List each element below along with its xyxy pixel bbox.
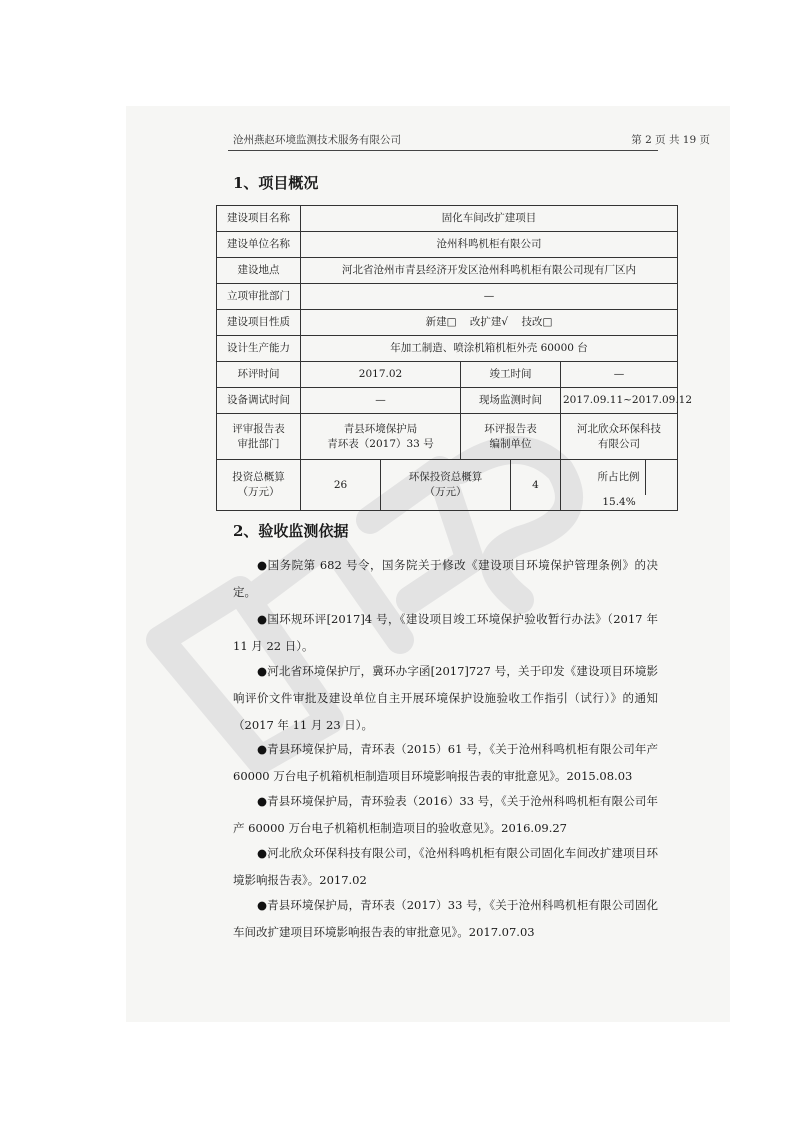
review-label-line2: 审批部门 <box>237 437 280 450</box>
table-row <box>217 362 678 388</box>
row-label: 设备调试时间 <box>217 388 301 414</box>
review-value-line1: 青县环境保护局 <box>343 422 418 435</box>
investment-label-line1: 投资总概算 <box>232 471 285 483</box>
review-value2-line1: 河北欣众环保科技 <box>577 422 662 435</box>
row-label <box>217 414 301 460</box>
basis-paragraph <box>233 840 658 894</box>
ratio-cell <box>561 460 678 511</box>
table-row <box>217 284 678 310</box>
row-value-2: 2017.09.11~2017.09.12 <box>561 388 678 414</box>
basis-paragraph <box>233 892 658 946</box>
row-label: 建设项目性质 <box>217 310 301 336</box>
bullet-icon: ● <box>257 794 268 808</box>
paragraph-text: 国务院第 682 号令，国务院关于修改《建设项目环境保护管理条例》的决定。 <box>233 558 658 599</box>
section1-title: 1、项目概况 <box>233 174 319 192</box>
row-value: 新建□ 改扩建√ 技改□ <box>301 310 678 336</box>
row-value: 年加工制造、喷涂机箱机柜外壳 60000 台 <box>301 336 678 362</box>
row-value: — <box>301 388 461 414</box>
basis-paragraph <box>233 658 658 739</box>
bullet-icon: ● <box>257 898 268 912</box>
paragraph-text: 青县环境保护局，青环验表（2016）33 号，《关于沧州科鸣机柜有限公司年产 60000 万台电子机箱机柜制造项目的验收意见》。2016.09.27 <box>233 794 658 835</box>
row-value: 沧州科鸣机柜有限公司 <box>301 232 678 258</box>
row-value-2: — <box>561 362 678 388</box>
table-row <box>217 414 678 460</box>
investment-label-line2: （万元） <box>237 486 280 498</box>
row-label: 设计生产能力 <box>217 336 301 362</box>
bullet-icon: ● <box>257 742 268 756</box>
ratio-label: 所占比例 <box>593 460 646 495</box>
review-value2-line2: 有限公司 <box>598 437 641 450</box>
env-investment-value: 4 <box>511 460 561 511</box>
table-row <box>217 310 678 336</box>
env-investment-label <box>381 460 511 511</box>
table-row <box>217 336 678 362</box>
basis-paragraph <box>233 606 658 660</box>
header-page-info: 第 2 页 共 19 页 <box>631 134 710 146</box>
section2-title: 2、验收监测依据 <box>233 522 349 540</box>
env-investment-label-line1: 环保投资总概算 <box>408 471 483 483</box>
row-label <box>217 460 301 511</box>
row-value-2 <box>561 414 678 460</box>
bullet-icon: ● <box>257 664 268 678</box>
header-company: 沧州燕赵环境监测技术服务有限公司 <box>233 134 401 146</box>
basis-paragraph <box>233 788 658 842</box>
table-row <box>217 258 678 284</box>
row-label-2 <box>461 414 561 460</box>
basis-paragraph <box>233 736 658 790</box>
ratio-value: 15.4% <box>602 496 636 508</box>
bullet-icon: ● <box>257 612 268 626</box>
table-row <box>217 460 678 511</box>
row-value: 2017.02 <box>301 362 461 388</box>
paragraph-text: 青县环境保护局，青环表（2017）33 号，《关于沧州科鸣机柜有限公司固化车间改扩建项目环境影响报告表的审批意见》。2017.07.03 <box>233 898 658 939</box>
row-value: 河北省沧州市青县经济开发区沧州科鸣机柜有限公司现有厂区内 <box>301 258 678 284</box>
env-investment-label-line2: （万元） <box>424 486 467 498</box>
header-rule <box>228 150 658 151</box>
review-value-line2: 青环表（2017）33 号 <box>327 437 434 450</box>
paragraph-text: 国环规环评[2017]4 号，《建设项目竣工环境保护验收暂行办法》（2017 年 11 月 22 日）。 <box>233 612 658 653</box>
paragraph-text: 河北省环境保护厅，冀环办字函[2017]727 号，关于印发《建设项目环境影响评价文件审批及建设单位自主开展环境保护设施验收工作指引（试行）》的通知（2017 年 11 月 23 日）。 <box>233 664 658 732</box>
row-label: 建设地点 <box>217 258 301 284</box>
paragraph-text: 青县环境保护局，青环表（2015）61 号，《关于沧州科鸣机柜有限公司年产 60000 万台电子机箱机柜制造项目环境影响报告表的审批意见》。2015.08.03 <box>233 742 658 783</box>
row-value: 固化车间改扩建项目 <box>301 206 678 232</box>
project-overview-table <box>216 205 693 511</box>
basis-paragraph <box>233 552 658 606</box>
table-row <box>217 232 678 258</box>
row-label: 环评时间 <box>217 362 301 388</box>
row-value <box>301 414 461 460</box>
review-label-line1: 评审报告表 <box>232 422 285 435</box>
row-value: — <box>301 284 678 310</box>
table-row <box>217 206 678 232</box>
table-row <box>217 388 678 414</box>
bullet-icon: ● <box>257 558 268 572</box>
review-label2-line2: 编制单位 <box>489 437 532 450</box>
row-label: 立项审批部门 <box>217 284 301 310</box>
row-label: 建设单位名称 <box>217 232 301 258</box>
investment-value: 26 <box>301 460 381 511</box>
paragraph-text: 河北欣众环保科技有限公司，《沧州科鸣机柜有限公司固化车间改扩建项目环境影响报告表》。2017.02 <box>233 846 658 887</box>
row-label-2: 现场监测时间 <box>461 388 561 414</box>
row-label: 建设项目名称 <box>217 206 301 232</box>
row-label-2: 竣工时间 <box>461 362 561 388</box>
review-label2-line1: 环评报告表 <box>484 422 537 435</box>
bullet-icon: ● <box>257 846 268 860</box>
